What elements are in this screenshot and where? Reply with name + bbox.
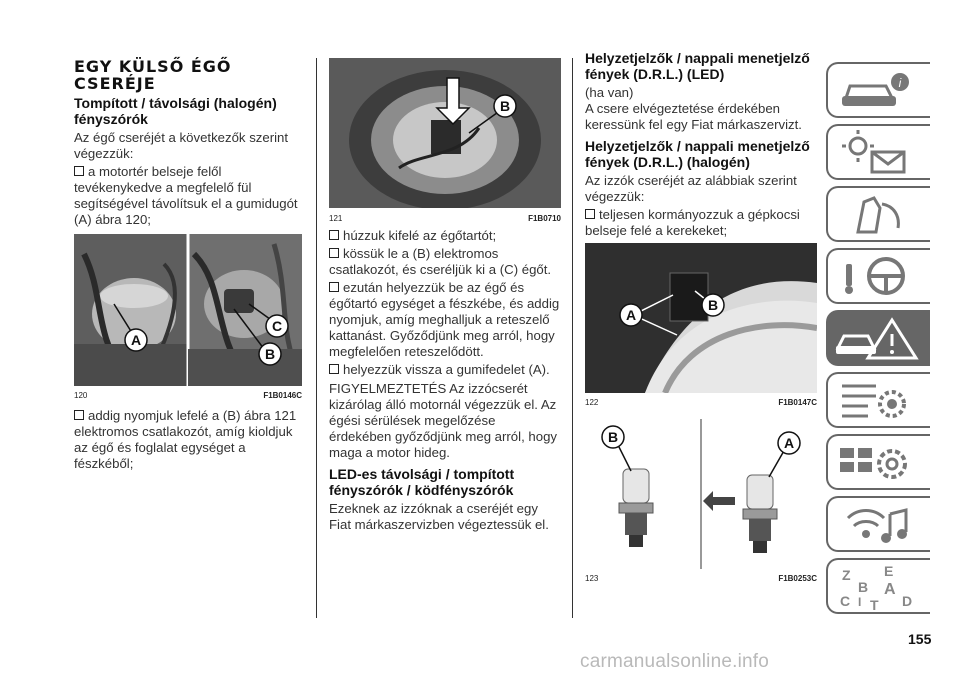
column-2: [329, 58, 561, 535]
maintenance-icon: [828, 374, 928, 426]
index-letter: C: [840, 593, 851, 609]
step-item: [329, 280, 561, 360]
figure-caption: [585, 398, 817, 407]
warning-text: FIGYELMEZTETÉS Az izzócserét kizárólag álló motornál végezzük el. Az égési sérülések megelőzése érdekében győződjünk meg arról, hogy maga a motor hideg.: [329, 381, 557, 460]
body-text: Ezeknek az izzóknak a cseréjét egy Fiat márkaszervizben végeztessük el.: [329, 501, 549, 532]
checkbox-bullet-icon: [74, 410, 84, 420]
car-info-icon: [828, 64, 928, 116]
step-text: helyezzük vissza a gumifedelet (A).: [343, 362, 550, 377]
headlamp-photo-illustration: [329, 58, 561, 208]
section-title: EGY KÜLSŐ ÉGŐ CSERÉJE: [74, 57, 232, 93]
column-divider: [572, 58, 573, 618]
page-number: 155: [908, 631, 932, 647]
figure-code: F1B0146C: [263, 391, 302, 400]
step-item: [74, 408, 302, 472]
wheel-arch-illustration: [585, 243, 817, 393]
index-icon: [828, 560, 928, 612]
index-letter: E: [884, 563, 894, 579]
step-item: [585, 207, 817, 239]
step-item: [329, 246, 561, 278]
section-heading: Helyzetjelzők / nappali menetjelző fények (D.R.L.) (halogén): [585, 138, 810, 170]
step-text: addig nyomjuk lefelé a (B) ábra 121 elektromos csatlakozót, amíg kioldjuk az égő és foglalat egységet a fészkéből;: [74, 408, 297, 471]
tab-emergency[interactable]: [826, 310, 930, 366]
callout-a: A: [130, 332, 142, 348]
section-heading: LED-es távolsági / tompított fényszórók / ködfényszórók: [329, 466, 515, 498]
driving-icon: [828, 250, 928, 302]
tab-driving[interactable]: [826, 248, 930, 304]
checkbox-bullet-icon: [329, 282, 339, 292]
section-subtitle: Tompított / távolsági (halogén) fényszórók: [74, 95, 277, 127]
tab-maintenance[interactable]: [826, 372, 930, 428]
intro-text: Az égő cseréjét a következők szerint végezzük:: [74, 130, 289, 161]
callout-b: B: [707, 297, 719, 313]
technical-data-icon: [828, 436, 928, 488]
figure-121: [329, 58, 561, 224]
figure-code: F1B0253C: [778, 574, 817, 583]
checkbox-bullet-icon: [329, 364, 339, 374]
body-text: A csere elvégeztetése érdekében keressünk fel egy Fiat márkaszervizt.: [585, 101, 802, 132]
step-text: húzzuk kifelé az égőtartót;: [343, 228, 497, 243]
figure-number: 121: [329, 214, 343, 223]
checkbox-bullet-icon: [329, 230, 339, 240]
tab-car-info[interactable]: [826, 62, 930, 118]
index-letter: T: [870, 597, 879, 612]
callout-b: B: [499, 98, 511, 114]
engine-photo-illustration: [74, 234, 302, 386]
tab-multimedia[interactable]: [826, 496, 930, 552]
figure-number: 123: [585, 574, 599, 583]
callout-a: A: [783, 435, 795, 451]
tab-index[interactable]: [826, 558, 930, 614]
column-3: [585, 50, 817, 591]
svg-text:i: i: [898, 76, 902, 90]
figure-code: F1B0710: [528, 214, 561, 223]
emergency-icon: [828, 312, 928, 364]
column-1: [74, 58, 302, 474]
bulb-illustration: [585, 419, 817, 569]
figure-120: [74, 234, 302, 404]
headlamp-photo: [329, 58, 561, 208]
step-text: teljesen kormányozzuk a gépkocsi belseje felé a kerekeket;: [585, 207, 800, 238]
watermark: carmanualsonline.info: [580, 651, 770, 672]
wheel-arch-photo: [585, 243, 817, 393]
warning-lights-icon: [828, 126, 928, 178]
figure-caption: [585, 574, 817, 583]
step-item: [329, 228, 561, 244]
figure-number: 120: [74, 391, 88, 400]
tab-warning-lights[interactable]: [826, 124, 930, 180]
figure-code: F1B0147C: [778, 398, 817, 407]
figure-caption: [329, 214, 561, 223]
callout-c: C: [271, 318, 283, 334]
checkbox-bullet-icon: [585, 209, 595, 219]
bulb-diagram: [585, 419, 817, 569]
index-letter: A: [884, 581, 896, 598]
checkbox-bullet-icon: [74, 166, 84, 176]
step-text: ezután helyezzük be az égő és égőtartó egységet a fészkébe, és addig nyomjuk, amíg meghalljuk a reteszelő kattanást. Győződjünk meg arról, hogy megfelelően reteszelődött.: [329, 280, 560, 359]
checkbox-bullet-icon: [329, 248, 339, 258]
engine-photo: [74, 234, 302, 386]
index-letter: D: [902, 593, 913, 609]
column-divider: [316, 58, 317, 618]
figure-number: 122: [585, 398, 599, 407]
intro-text: Az izzók cseréjét az alábbiak szerint végezzük:: [585, 173, 797, 204]
index-letter: I: [858, 595, 862, 609]
step-text: a motortér belseje felől tevékenykedve a megfelelő fül segítségével távolítsuk el a gumidugót (A) ábra 120;: [74, 164, 298, 227]
step-item: [74, 164, 302, 228]
section-heading: Helyzetjelzők / nappali menetjelző fények (D.R.L.) (LED): [585, 50, 810, 82]
safety-seat-icon: [828, 188, 928, 240]
figure-122: [585, 243, 817, 415]
index-letter: Z: [842, 567, 851, 583]
tab-safety[interactable]: [826, 186, 930, 242]
callout-b: B: [264, 346, 276, 362]
note-text: (ha van): [585, 85, 634, 100]
step-item: [329, 362, 561, 378]
multimedia-icon: [828, 498, 928, 550]
figure-caption: [74, 391, 302, 400]
tab-technical-data[interactable]: [826, 434, 930, 490]
callout-a: A: [625, 307, 637, 323]
callout-b: B: [607, 429, 619, 445]
figure-123: [585, 419, 817, 587]
step-text: kössük le a (B) elektromos csatlakozót, és cseréljük ki a (C) égőt.: [329, 246, 552, 277]
index-letter: B: [858, 579, 869, 595]
